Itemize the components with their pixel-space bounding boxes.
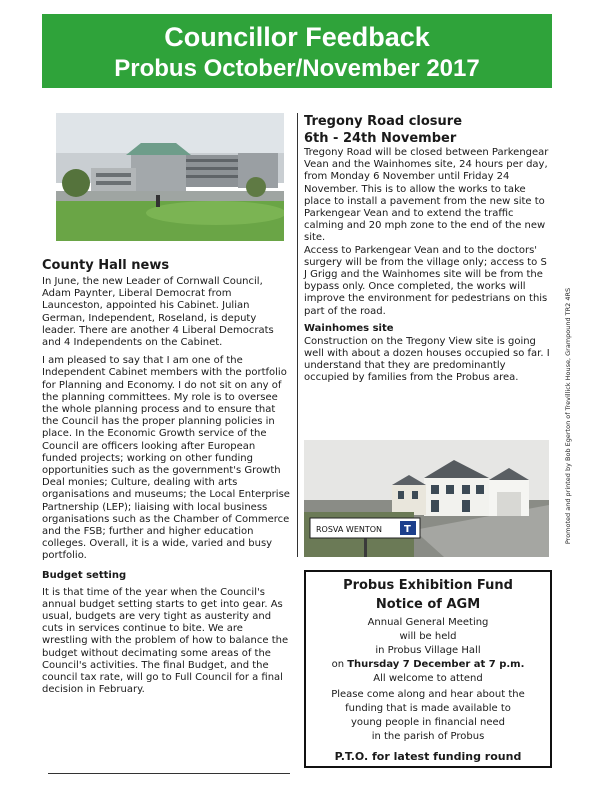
agm-title-line-1: Probus Exhibition Fund <box>343 578 513 593</box>
tregony-paragraph-2: Access to Parkengear Vean and to the doctors' surgery will be from the village only; access to S J Grigg and the Wainhomes site will be from the bypass only. Once completed, the works will improve the environment for pedestrians on this part of the road. <box>304 244 548 317</box>
agm-date-prefix: on <box>331 659 348 670</box>
left-column <box>42 258 290 697</box>
agm-notice-box <box>304 570 552 768</box>
county-hall-photo <box>56 113 284 241</box>
agm-line-1: Annual General Meeting <box>367 617 489 628</box>
agm-line-7: funding that is made available to <box>345 703 511 714</box>
budget-setting-paragraph: It is that time of the year when the Council's annual budget setting starts to get into gear. As usual, budgets are very tight as austerity and cuts in services continue to bite. We are wrestling with the problem of how to balance the budget without decimating some areas of the Council's activities. The final Budget, and the council tax rate, will go to Full Council for a final decision in February. <box>42 586 289 696</box>
agm-line-2: will be held <box>399 631 457 642</box>
agm-date: Thursday 7 December at 7 p.m. <box>347 659 525 670</box>
wainhomes-paragraph: Construction on the Tregony View site is going well with about a dozen houses occupied so far. I understand that they are predominantly occupied by families from the Probus area. <box>304 335 550 384</box>
tregony-heading-line-1: Tregony Road closure <box>304 114 463 129</box>
agm-line-5: All welcome to attend <box>373 673 483 684</box>
tregony-heading-line-2: 6th - 24th November <box>304 131 457 146</box>
tregony-paragraph-1: Tregony Road will be closed between Parkengear Vean and the Wainhomes site, 24 hours per day, from Monday 6 November until Friday 24 November. This is to allow the works to take place to install a pavement from the new site to Parkengear Vean and to extend the traffic calming and 20 mph zone to the end of the new site. <box>304 147 549 244</box>
right-column <box>304 113 550 385</box>
agm-line-6: Please come along and hear about the <box>331 689 525 700</box>
agm-line-3: in Probus Village Hall <box>375 645 481 656</box>
street-sign-text: ROSVA WENTON <box>316 525 383 534</box>
budget-setting-heading: Budget setting <box>42 569 127 581</box>
wainhomes-site-photo <box>304 440 549 557</box>
agm-notice-title <box>306 576 550 614</box>
newsletter-subtitle: Probus October/November 2017 <box>114 55 480 82</box>
county-hall-heading: County Hall news <box>42 258 170 273</box>
agm-date-line <box>306 658 550 672</box>
street-sign-arrow: T <box>404 524 411 535</box>
header-banner <box>42 14 552 88</box>
county-hall-paragraph-1: In June, the new Leader of Cornwall Council, Adam Paynter, Liberal Democrat from Launceston, appointed his Cabinet. Julian German, Independent, Roseland, is deputy leader. There are another 4 Liberal Democrats and 4 Independents on the Cabinet. <box>42 276 274 349</box>
column-divider <box>297 113 298 557</box>
pto-note: P.T.O. for latest funding round <box>334 750 522 763</box>
agm-title-line-2: Notice of AGM <box>375 597 481 612</box>
wainhomes-heading: Wainhomes site <box>304 322 394 334</box>
tregony-road-heading <box>304 113 550 147</box>
footer-rule <box>48 773 290 774</box>
county-hall-paragraph-2: I am pleased to say that I am one of the Independent Cabinet members with the portfolio for Planning and Economy. I do not sit on any of the planning committees. My role is to oversee the whole planning process and to ensure that the Council has the proper planning policies in place. In the Economic Growth service of the Council are officers looking after European funded projects; working on other funding opportunities such as the government's Growth Deal monies; Culture, dealing with arts organisations and museums; the Local Enterprise Partnership (LEP); liaising with local business organisations such as the Chamber of Commerce and the FSB; further and higher education colleges. Overall, it is a wide, varied and busy portfolio. <box>42 355 290 562</box>
agm-line-9: in the parish of Probus <box>371 731 485 742</box>
imprint-text: Promoted and printed by Bob Egerton of Trevillick House, Grampound TR2 4RS <box>564 287 572 545</box>
newsletter-title: Councillor Feedback <box>164 22 430 52</box>
agm-line-8: young people in financial need <box>350 717 506 728</box>
